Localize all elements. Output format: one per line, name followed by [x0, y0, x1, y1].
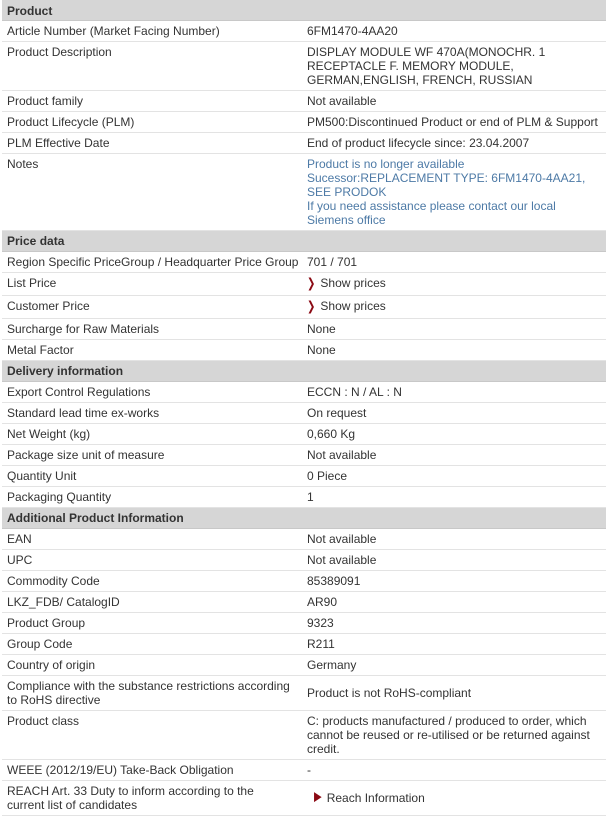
article-number-value: 6FM1470-4AA20	[307, 24, 398, 38]
upc-value: Not available	[307, 553, 377, 567]
group-code-value: R211	[307, 637, 335, 651]
region-price-group-value: 701 / 701	[307, 255, 358, 269]
product-class-label: Product class	[7, 714, 80, 728]
customer-price-value	[302, 296, 606, 318]
packaging-quantity-label: Packaging Quantity	[7, 490, 112, 504]
section-header-price: Price data	[2, 231, 606, 252]
notes-line-assistance: If you need assistance please contact our local Siemens office	[307, 199, 556, 227]
product-data-table	[2, 0, 606, 816]
surcharge-value: None	[307, 322, 336, 336]
lead-time-label: Standard lead time ex-works	[7, 406, 160, 420]
section-header-additional: Additional Product Information	[2, 508, 606, 529]
row-notes	[2, 154, 606, 231]
notes-line-unavailable: Product is no longer available	[307, 157, 465, 171]
country-of-origin-value: Germany	[307, 658, 357, 672]
notes-value	[302, 154, 606, 230]
lead-time-value: On request	[307, 406, 367, 420]
row-product-lifecycle	[2, 112, 606, 133]
weee-label: WEEE (2012/19/EU) Take-Back Obligation	[7, 763, 234, 777]
reach-information-link[interactable]: Reach Information	[326, 791, 425, 805]
section-header-delivery: Delivery information	[2, 361, 606, 382]
row-packaging-quantity	[2, 487, 606, 508]
notes-label: Notes	[7, 157, 39, 171]
row-group-code	[2, 634, 606, 655]
row-ean	[2, 529, 606, 550]
metal-factor-value: None	[307, 343, 336, 357]
customer-price-label: Customer Price	[7, 299, 90, 313]
list-price-label: List Price	[7, 276, 57, 290]
row-surcharge	[2, 319, 606, 340]
upc-label: UPC	[7, 553, 33, 567]
row-rohs	[2, 676, 606, 711]
weee-value: -	[307, 763, 311, 777]
article-number-label: Article Number (Market Facing Number)	[7, 24, 220, 38]
reach-value	[302, 781, 606, 815]
chevron-right-icon: ▶	[314, 790, 322, 805]
row-list-price	[2, 273, 606, 296]
row-country-of-origin	[2, 655, 606, 676]
region-price-group-label: Region Specific PriceGroup / Headquarter Price Group	[7, 255, 299, 269]
quantity-unit-value: 0 Piece	[307, 469, 348, 483]
row-catalog-id	[2, 592, 606, 613]
row-customer-price	[2, 296, 606, 319]
commodity-code-value: 85389091	[307, 574, 361, 588]
catalog-id-label: LKZ_FDB/ CatalogID	[7, 595, 120, 609]
section-header-product: Product	[2, 0, 606, 21]
net-weight-value: 0,660 Kg	[307, 427, 356, 441]
row-upc	[2, 550, 606, 571]
ean-label: EAN	[7, 532, 32, 546]
export-control-value: ECCN : N / AL : N	[307, 385, 402, 399]
row-product-group	[2, 613, 606, 634]
product-family-value: Not available	[307, 94, 377, 108]
row-metal-factor	[2, 340, 606, 361]
row-commodity-code	[2, 571, 606, 592]
row-weee	[2, 760, 606, 781]
package-size-value: Not available	[307, 448, 377, 462]
row-article-number	[2, 21, 606, 42]
row-reach	[2, 781, 606, 816]
net-weight-label: Net Weight (kg)	[7, 427, 91, 441]
row-net-weight	[2, 424, 606, 445]
product-description-value: DISPLAY MODULE WF 470A(MONOCHR. 1 RECEPTACLE F. MEMORY MODULE, GERMAN,ENGLISH, FRENCH, RUSSIAN	[307, 45, 546, 87]
row-export-control	[2, 382, 606, 403]
rohs-value: Product is not RoHS-compliant	[307, 686, 472, 700]
chevron-right-icon: ❯	[307, 300, 316, 315]
export-control-label: Export Control Regulations	[7, 385, 151, 399]
show-list-prices-link[interactable]: Show prices	[320, 276, 386, 290]
product-description-label: Product Description	[7, 45, 112, 59]
row-lead-time	[2, 403, 606, 424]
commodity-code-label: Commodity Code	[7, 574, 100, 588]
plm-effective-date-value: End of product lifecycle since: 23.04.2007	[307, 136, 530, 150]
catalog-id-value: AR90	[307, 595, 338, 609]
quantity-unit-label: Quantity Unit	[7, 469, 77, 483]
country-of-origin-label: Country of origin	[7, 658, 96, 672]
product-lifecycle-value: PM500:Discontinued Product or end of PLM & Support	[307, 115, 598, 129]
packaging-quantity-value: 1	[307, 490, 314, 504]
metal-factor-label: Metal Factor	[7, 343, 74, 357]
product-class-value: C: products manufactured / produced to order, which cannot be reused or re-utilised or be returned against credit.	[307, 714, 590, 756]
chevron-right-icon: ❯	[307, 277, 316, 292]
row-region-price-group	[2, 252, 606, 273]
rohs-label: Compliance with the substance restrictions according to RoHS directive	[7, 679, 290, 707]
group-code-label: Group Code	[7, 637, 73, 651]
list-price-value	[302, 273, 606, 295]
reach-label: REACH Art. 33 Duty to inform according to the current list of candidates	[7, 784, 254, 812]
ean-value: Not available	[307, 532, 377, 546]
row-product-description	[2, 42, 606, 91]
row-package-size	[2, 445, 606, 466]
show-customer-prices-link[interactable]: Show prices	[320, 299, 386, 313]
row-plm-effective-date	[2, 133, 606, 154]
notes-line-successor: Sucessor:REPLACEMENT TYPE: 6FM1470-4AA21, SEE PRODOK	[307, 171, 586, 199]
plm-effective-date-label: PLM Effective Date	[7, 136, 110, 150]
row-product-family	[2, 91, 606, 112]
product-lifecycle-label: Product Lifecycle (PLM)	[7, 115, 135, 129]
product-group-label: Product Group	[7, 616, 86, 630]
package-size-label: Package size unit of measure	[7, 448, 165, 462]
row-product-class	[2, 711, 606, 760]
product-family-label: Product family	[7, 94, 84, 108]
product-group-value: 9323	[307, 616, 334, 630]
row-quantity-unit	[2, 466, 606, 487]
surcharge-label: Surcharge for Raw Materials	[7, 322, 160, 336]
